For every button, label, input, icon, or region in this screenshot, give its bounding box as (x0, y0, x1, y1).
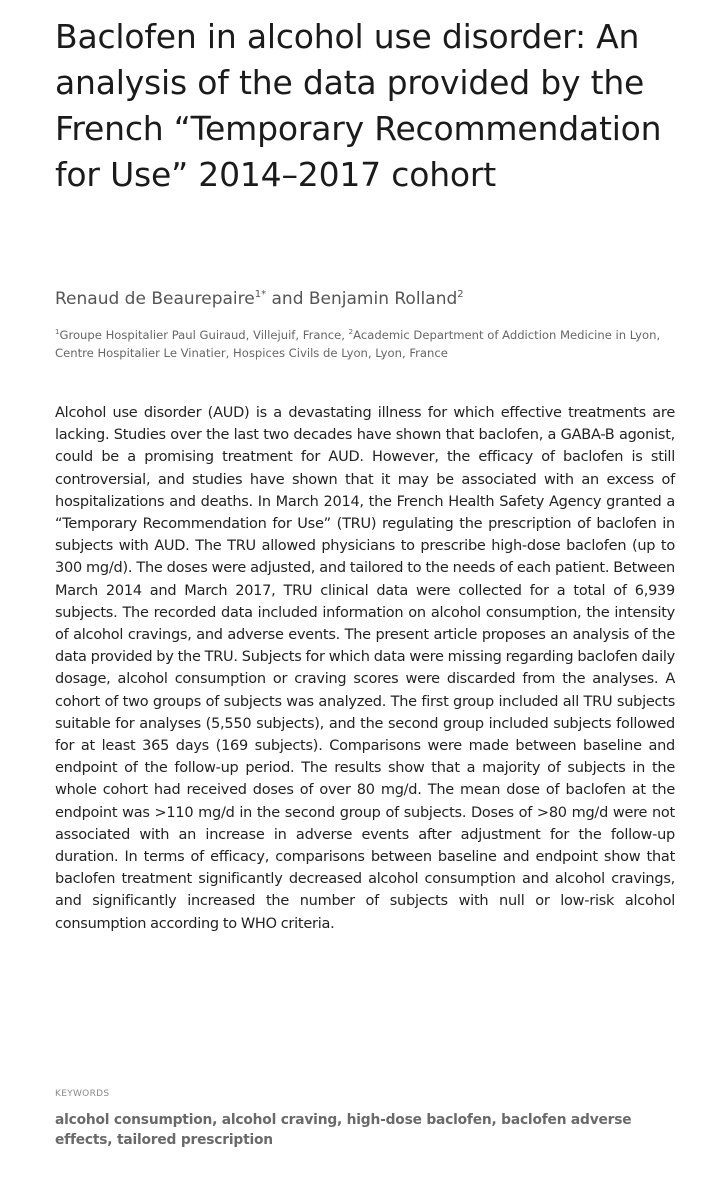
author-name: Renaud de Beaurepaire (55, 289, 255, 309)
keywords-list: alcohol consumption, alcohol craving, high-dose baclofen, baclofen adverse effects, tailored prescription (55, 1112, 632, 1148)
author-affiliation-mark: 1* (254, 289, 267, 300)
author-name: Benjamin Rolland (308, 289, 458, 309)
affiliation-text: Groupe Hospitalier Paul Guiraud, Villejuif, France, (59, 328, 349, 342)
affiliation-mark: 1 (55, 328, 60, 336)
abstract-text: Alcohol use disorder (AUD) is a devastating illness for which effective treatments are lacking. Studies over the last two decades have shown that baclofen, a GABA-B agonist, could be a promising treatment for AUD. However, the efficacy of baclofen is still controversial, and studies have shown that it may be associated with an excess of hospitalizations and deaths. In March 2014, the French Health Safety Agency granted a “Temporary Recommendation for Use” (TRU) regulating the prescription of baclofen in subjects with AUD. The TRU allowed physicians to prescribe high-dose baclofen (up to 300 mg/d). The doses were adjusted, and tailored to the needs of each patient. Between March 2014 and March 2017, TRU clinical data were collected for a total of 6,939 subjects. The recorded data included information on alcohol consumption, the intensity of alcohol cravings, and adverse events. The present article proposes an analysis of the data provided by the TRU. Subjects for which data were missing regarding baclofen daily dosage, alcohol consumption or craving scores were discarded from the analyses. A cohort of two groups of subjects was analyzed. The first group included all TRU subjects suitable for analyses (5,550 subjects), and the second group included subjects followed for at least 365 days (169 subjects). Comparisons were made between baseline and endpoint of the follow-up period. The results show that a majority of subjects in the whole cohort had received doses of over 80 mg/d. The mean dose of baclofen at the endpoint was >110 mg/d in the second group of subjects. Doses of >80 mg/d were not associated with an increase in adverse events after adjustment for the follow-up duration. In terms of efficacy, comparisons between baseline and endpoint show that baclofen treatment significantly decreased alcohol consumption and alcohol cravings, and significantly increased the number of subjects with null or low-risk alcohol consumption according to WHO criteria. (55, 405, 675, 932)
author-affiliation-mark: 2 (457, 289, 464, 300)
author-list (55, 287, 675, 311)
affiliation-text: Academic Department of Addiction Medicine in Lyon, Centre Hospitalier Le Vinatier, Hospices Civils de Lyon, Lyon, France (55, 328, 661, 360)
affiliation-mark: 2 (348, 328, 354, 336)
author-separator: and (266, 289, 309, 309)
keywords-label: KEYWORDS (55, 1089, 110, 1099)
affiliations (55, 326, 675, 362)
paper-title: Baclofen in alcohol use disorder: An analysis of the data provided by the French “Temporary Recommendation for Use” 2014–2017 cohort (55, 17, 662, 194)
